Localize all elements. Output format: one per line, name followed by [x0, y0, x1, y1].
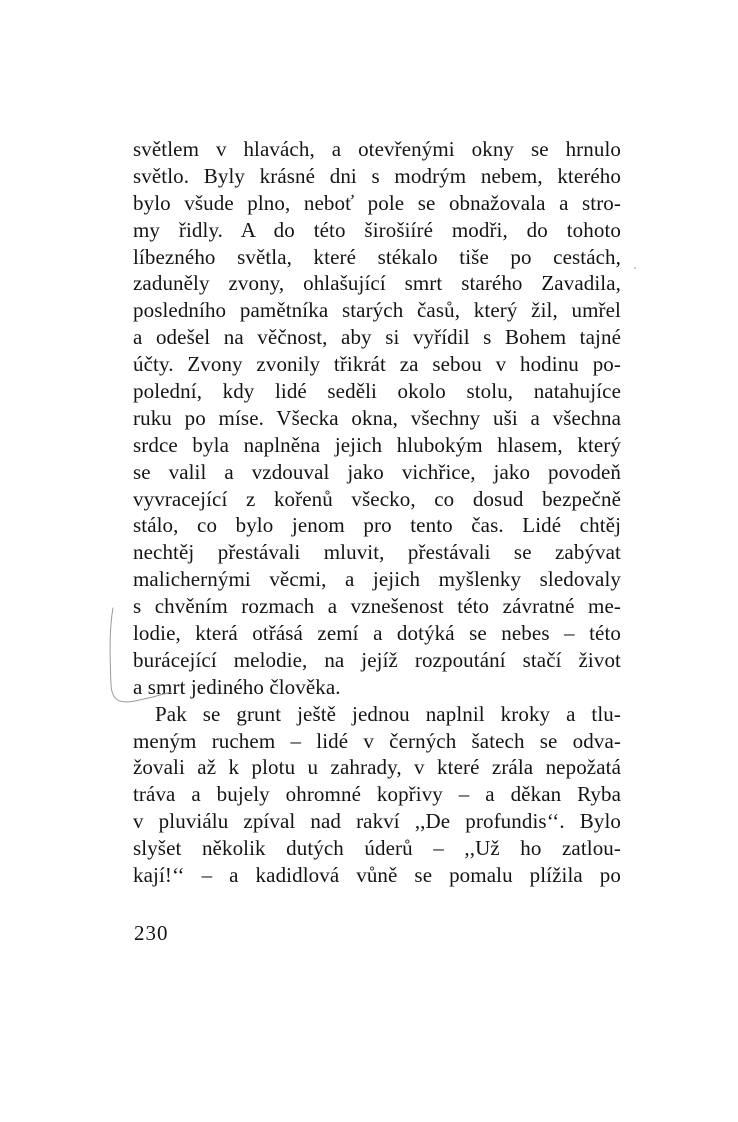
text-line: ruku po míse. Všecka okna, všechny uši a všechna [133, 405, 621, 430]
text-line: zaduněly zvony, ohlašující smrt starého Zavadila, [133, 271, 621, 296]
paragraph-start-line: Pak se grunt ještě jednou naplnil kroky a tlu- [155, 701, 621, 726]
text-line: s chvěním rozmach a vznešenost této závratné me- [133, 594, 621, 619]
text-line: se valil a vzdouval jako vichřice, jako povodeň [133, 459, 621, 484]
text-line: účty. Zvony zvonily třikrát za sebou v hodinu po- [133, 352, 621, 377]
paper-speck [634, 267, 636, 269]
text-line: žovali až k plotu u zahrady, v které zrála nepožatá [133, 755, 621, 780]
paragraph-end-line: a smrt jediného člověka. [133, 674, 341, 699]
text-line: kají!‘‘ – a kadidlová vůně se pomalu plížila po [133, 863, 621, 888]
text-line: burácející melodie, na jejíž rozpoutání stačí život [133, 647, 621, 672]
text-line: světlo. Byly krásné dni s modrým nebem, kterého [133, 163, 621, 188]
text-line: malichernými věcmi, a jejich myšlenky sledovaly [133, 567, 621, 592]
body-text [133, 136, 621, 889]
text-line: srdce byla naplněna jejich hlubokým hlasem, který [133, 432, 621, 457]
text-line: nechtěj přestávali mluvit, přestávali se zabývat [133, 540, 621, 565]
text-line: stálo, co bylo jenom pro tento čas. Lidé chtěj [133, 513, 621, 538]
text-line: tráva a bujely ohromné kopřivy – a děkan Ryba [133, 782, 621, 807]
text-line: my řidly. A do této širošiíré modři, do tohoto [133, 217, 621, 242]
text-line: bylo všude plno, neboť pole se obnažovala a stro- [133, 190, 621, 215]
text-line: meným ruchem – lidé v černých šatech se odva- [133, 728, 621, 753]
text-line: světlem v hlavách, a otevřenými okny se hrnulo [133, 137, 621, 161]
text-line: v pluviálu zpíval nad rakví ,,De profundis‘‘. Bylo [133, 809, 621, 834]
text-line: polední, kdy lidé seděli okolo stolu, natahujíce [133, 379, 621, 404]
text-line: lodie, která otřásá zemí a dotýká se nebes – této [133, 621, 621, 646]
text-line: líbezného světla, které stékalo tiše po cestách, [133, 244, 621, 269]
text-line: slyšet několik dutých úderů – ,,Už ho zatlou- [133, 836, 621, 861]
text-line: a odešel na věčnost, aby si vyřídil s Bohem tajné [133, 325, 621, 350]
text-line: vyvracející z kořenů všecko, co dosud bezpečně [133, 486, 621, 511]
page-number: 230 [134, 921, 169, 945]
text-line: posledního pamětníka starých časů, který žil, umřel [133, 298, 621, 323]
